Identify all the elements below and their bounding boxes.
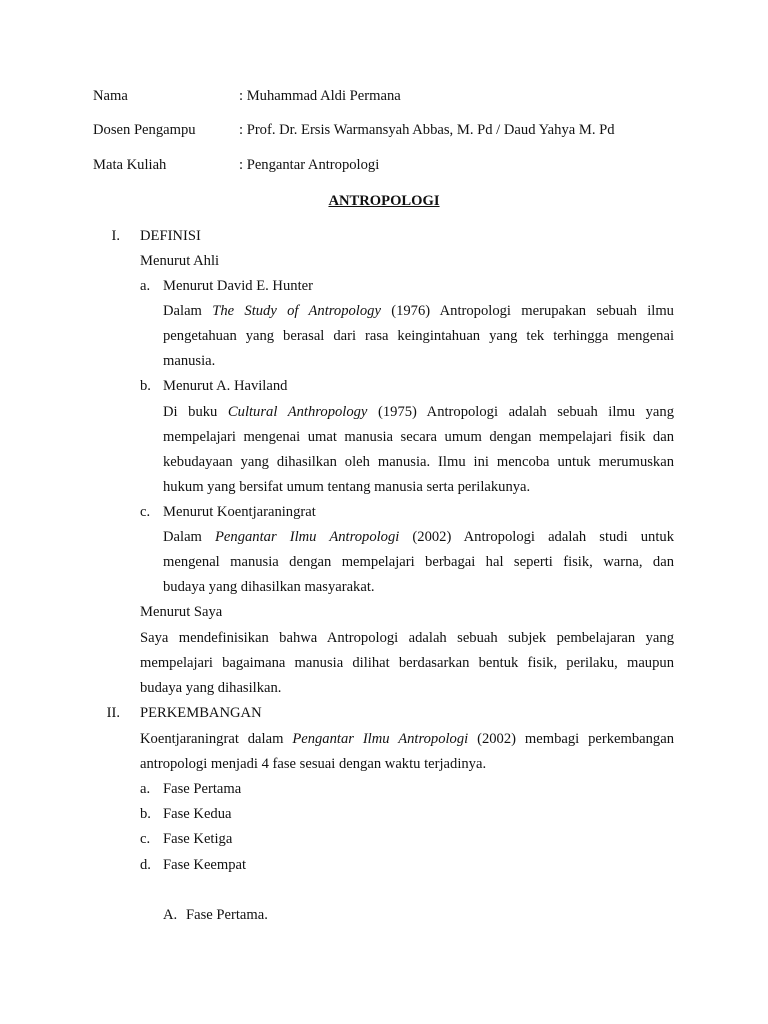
own-definition-line-1: Saya mendefinisikan bahwa Antropologi adalah sebuah subjek pembelajaran yang — [140, 630, 674, 646]
section-2-numeral: II. — [106, 705, 120, 721]
item-b-line-2: mempelajari mengenai umat manusia secara umum dengan mempelajari fisik dan — [163, 429, 674, 445]
phase-marker: a. — [140, 781, 151, 797]
section-1-subheading: Menurut Ahli — [140, 253, 220, 269]
item-c-title: Menurut Koentjaraningrat — [163, 504, 316, 520]
item-a-line-2: pengetahuan yang berasal dari rasa keingintahuan yang tek terhingga mengenai — [163, 328, 674, 344]
item-b-line-1-pre: Di buku — [163, 404, 228, 420]
item-c-marker: c. — [140, 504, 151, 520]
item-c-line-1-post: (2002) Antropologi adalah studi untuk — [399, 529, 674, 545]
phase-item: Fase Pertama — [163, 781, 242, 797]
item-b-line-3: kebudayaan yang dihasilkan oleh manusia. Ilmu ini mencoba untuk merumuskan — [163, 454, 674, 470]
item-a-line-1-post: (1976) Antropologi merupakan sebuah ilmu — [380, 303, 674, 319]
item-b-title: Menurut A. Haviland — [163, 378, 288, 394]
own-definition-line-2: mempelajari bagaimana manusia dilihat berdasarkan bentuk fisik, perilaku, maupun — [140, 655, 674, 671]
phase-marker: b. — [140, 806, 151, 822]
item-b-line-4: hukum yang bersifat umum tentang manusia serta perilakunya. — [163, 479, 531, 495]
section-2-line-2: antropologi menjadi 4 fase sesuai dengan waktu terjadinya. — [140, 756, 487, 772]
item-c-line-1 — [163, 527, 674, 547]
phase-item: Fase Ketiga — [163, 831, 233, 847]
section-2-heading: PERKEMBANGAN — [140, 705, 262, 721]
document-title: ANTROPOLOGI — [328, 193, 440, 209]
lecturer-value: : Prof. Dr. Ersis Warmansyah Abbas, M. Pd / Daud Yahya M. Pd — [239, 122, 615, 138]
phase-item: Fase Kedua — [163, 806, 232, 822]
item-a-line-3: manusia. — [163, 353, 216, 369]
section-2-book-title: Pengantar Ilmu Antropologi — [292, 731, 469, 747]
name-value: : Muhammad Aldi Permana — [239, 88, 401, 104]
own-definition-line-3: budaya yang dihasilkan. — [140, 680, 282, 696]
section-2-line-1-post: (2002) membagi perkembangan — [468, 731, 674, 747]
section-1-numeral: I. — [111, 228, 120, 244]
phase-marker: c. — [140, 831, 151, 847]
item-b-line-1 — [163, 402, 674, 422]
item-c-line-3: budaya yang dihasilkan masyarakat. — [163, 579, 375, 595]
phase-marker: d. — [140, 857, 151, 873]
sub-section-a-heading: Fase Pertama. — [186, 907, 268, 923]
item-c-line-2: mengenal manusia dengan mempelajari berbagai hal seperti fisik, warna, dan — [163, 554, 674, 570]
course-label: Mata Kuliah — [93, 157, 167, 173]
item-a-line-1 — [163, 301, 674, 321]
item-a-line-1-pre: Dalam — [163, 303, 213, 319]
item-b-line-1-post: (1975) Antropologi adalah sebuah ilmu yang — [367, 404, 674, 420]
section-2-line-1 — [140, 729, 674, 749]
lecturer-label: Dosen Pengampu — [93, 122, 196, 138]
section-2-line-1-pre: Koentjaraningrat dalam — [140, 731, 293, 747]
item-a-marker: a. — [140, 278, 151, 294]
course-value: : Pengantar Antropologi — [239, 157, 380, 173]
item-c-book-title: Pengantar Ilmu Antropologi — [215, 529, 400, 545]
item-c-line-1-pre: Dalam — [163, 529, 216, 545]
item-b-marker: b. — [140, 378, 151, 394]
sub-section-a-marker: A. — [163, 907, 178, 923]
name-label: Nama — [93, 88, 128, 104]
item-a-title: Menurut David E. Hunter — [163, 278, 313, 294]
section-1-heading: DEFINISI — [140, 228, 201, 244]
own-definition-title: Menurut Saya — [140, 604, 223, 620]
phase-item: Fase Keempat — [163, 857, 247, 873]
item-a-book-title: The Study of Antropology — [212, 303, 381, 319]
item-b-book-title: Cultural Anthropology — [227, 404, 368, 420]
